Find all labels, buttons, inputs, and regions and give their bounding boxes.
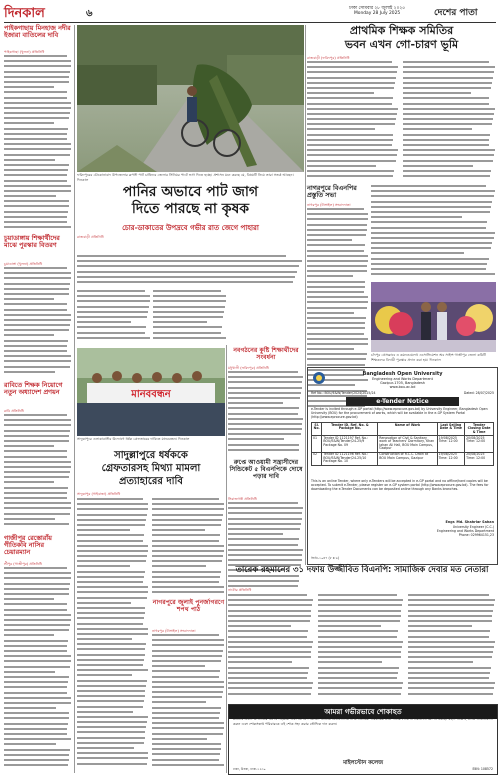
cell: Tender ID 1121196 Ref. No.: BOU/E&W/Tender/24-25/10 Package No. 10 <box>322 452 378 465</box>
text-line <box>371 273 496 278</box>
text-line <box>4 226 72 231</box>
story-body <box>228 594 314 702</box>
university-name: Bangladesh Open University <box>362 371 443 377</box>
byline: মধুখালী (ফরিদপুর) প্রতিনিধি <box>228 366 269 370</box>
story-body <box>4 414 72 532</box>
teacher-association-story <box>307 25 496 185</box>
table-row <box>312 435 494 452</box>
obituary-ref: EIIN: 108572 <box>472 767 493 771</box>
cell: 20/08/2025 Time: 12:00 <box>465 452 494 465</box>
text-line <box>153 337 227 342</box>
story-body <box>152 498 225 598</box>
byline: চুয়াডাঙ্গা (খুলনা) প্রতিনিধি <box>4 262 43 266</box>
photo-caption: চাঁদপুর প্রেসক্লাবে ও কমনওয়েলথ এসোসিয়েশন অব সাইন্স গাজীপুর জেলা কমিটি শিক্ষকদের বিদায়ী পুরস্কার প্রদান করা হয়। দিনকাল <box>371 353 486 362</box>
story-title: রুপ্তে আওয়ামী সন্ত্রাসীদের সিন্ডিকেট ৫ বিএনপিকে দোষে পড়ার দাবি <box>229 459 303 480</box>
col-header: Tender ID, Ref. No. & Package No. <box>322 423 378 436</box>
story-title: নাগরপুরে বিএনপির প্রস্তুতি সভা <box>307 184 357 200</box>
text-line <box>77 281 304 286</box>
col-header: Sl. No. <box>312 423 322 436</box>
website: www.bou.ac.bd <box>389 385 416 389</box>
award-photo-image <box>371 282 496 352</box>
dfp-code: জিডি-১০৪৭ (৮ x ৬) <box>311 556 340 560</box>
left-column <box>4 25 72 773</box>
story-title: চুয়াডাঙ্গায় শিক্ষার্থীদের মাঝে পুরস্কার বিতরণ <box>4 234 60 250</box>
headline-line2: গ্রেফতারসহ মিথ্যা মামলা <box>101 463 201 474</box>
story-body <box>152 634 225 773</box>
photo-caption: সাদুল্লাপুরে এলাকাবাসীর উদ্যোগে ধর্ষক গ্রেফতারের দাবিতে মানববন্ধন। দিনকাল <box>77 437 190 441</box>
main-subheadline: চোর-ডাকাতের উপদ্রবে গভীর রাত জেগে পাহারা <box>122 224 259 232</box>
byline: নাগরপুর (টাঙ্গাইল) সংবাদদাতা <box>152 629 196 633</box>
text-line <box>307 175 399 180</box>
story-body <box>228 371 304 456</box>
col-header: Name of Work <box>378 423 437 436</box>
story-body <box>77 498 149 773</box>
signer-name: Engr. Md. Shahriar Sahan <box>445 520 494 524</box>
cell: 19/08/2025 Time: 12:00 <box>437 435 465 452</box>
obituary-body: মাননীয় প্রধান উপদেষ্টার বিশেষ সহকারী এবং বিশিষ্ট শিক্ষাবিদ জাতীয় বিশ্ববিদ্যালয় ও উপাচার্যের পরিবারের প্রতি গভীর শোক ও সমবেদনা জ্ঞাপন করছি। মহান আল্লাহ তাঁকে জান্নাতবাসী করুন এবং শোকসন্তপ্ত পরিবারকে এই শোক সহ্য করার তৌফিক দান করুন। <box>233 717 493 726</box>
main-story-body <box>153 290 227 345</box>
headline-line3: প্রত্যাহারের দাবি <box>118 476 183 487</box>
section-title: দেশের পাতা <box>434 8 478 18</box>
headline-line1: সাদুল্লাপুরে ধর্ষককে <box>114 450 188 461</box>
obituary-signer-detail: ঢাকা, উত্তরা, ঢাকা-১২৩০ <box>233 767 266 771</box>
story-title: রাবিতে শিক্ষক নিয়োগে নতুন অধ্যাদেশ প্রণয়ন <box>4 381 63 397</box>
text-line <box>4 523 72 528</box>
signer-title: University Engineer (C.C.) <box>452 525 494 529</box>
byline: সাদুল্লাপুর (গাইবান্ধা) প্রতিনিধি <box>77 492 121 496</box>
cell: Tender ID 1121197 Ref. No.: BOU/E&W/Tender/24-25/9 Package No. 09 <box>322 435 378 452</box>
date-bangla: ঢাকা সোমবার ২৮ জুলাই ২০২৫ <box>349 6 406 11</box>
main-headline-line2: দিতে পারছে না কৃষক <box>131 201 250 217</box>
byline: পাইকগাছা (খুলনা) প্রতিনিধি <box>4 50 45 54</box>
main-story <box>77 185 304 245</box>
newspaper-logo: দিনকাল <box>4 6 45 21</box>
story-body <box>4 267 72 379</box>
award-photo <box>371 282 496 352</box>
text-line <box>318 693 404 698</box>
story-body <box>4 567 72 772</box>
story-body <box>318 594 404 702</box>
cell: 20/08/2025 Time: 12:00 <box>465 435 494 452</box>
byline: সিরাজগঞ্জ প্রতিনিধি <box>228 497 257 501</box>
tender-heading: e-Tender Notice <box>346 397 459 406</box>
tarek-story <box>228 565 496 593</box>
jute-photo <box>77 25 304 172</box>
story-title: নাগরপুরে জুলাই পুনর্জাগরণে শপথ পাঠ <box>152 599 225 613</box>
table-row <box>312 452 494 465</box>
sadullapur-story <box>77 450 225 500</box>
story-title: গাজীপুর রেস্তোরাঁয় গীতিকবি নাসির চেয়ারম্যান <box>4 534 52 557</box>
madhukhali-story <box>228 348 304 458</box>
tender-intro: e-Tender is invited through e-GP portal (http://www.eprocure.gov.bd) by University Engineer, Bangladesh Open University (BOU) for the procurement of works, which will be available in the e-GP System Portal (http://www.eprocure.gov.bd) <box>311 407 488 419</box>
tender-notice <box>307 367 498 565</box>
obituary-ad <box>228 704 498 775</box>
date-english: Monday 28 July 2025 <box>354 11 401 16</box>
tender-footer-note: This is an online Tender, where only e-Tenders will be accepted in e-GP portal and no offline/hard copies will be accepted. To submit e-Tender, please register on e-GP system portal (http://www.eprocure.gov.bd). The fees for downloading the e-Tender Documents can be deposited online through any Banks branches. <box>311 479 489 491</box>
address: Gazipur-1705, Bangladesh <box>380 381 425 385</box>
col-header: Tender Closing Date & Time <box>465 423 494 436</box>
masthead <box>4 4 496 22</box>
headline-line1: প্রাথমিক শিক্ষক সমিতির <box>349 24 454 37</box>
text-line <box>4 371 72 376</box>
byline: শ্রীপুর (গাজীপুর) প্রতিনিধি <box>4 562 42 566</box>
story-title: নবগঠনের কুষ্টি শিক্ষার্থীদের সংবর্ধনা <box>233 347 299 361</box>
byline: রাজবাড়ী (ফরিদপুর) প্রতিনিধি <box>307 56 350 60</box>
photo-caption: ফরিদপুরের চৌকোনাবাদ উপজেলার রূপসী পাট চাষিদের জেলার সিনিয়র পাটে ভাগ দিতে হচ্ছে। প্রশাসন মনে করছে যে, বিষয়টি নিয়ে তারা সতর্ক আছেন। দিনকাল <box>77 173 294 182</box>
reference-date: Dated: 28/07/2025 <box>463 391 494 395</box>
text-line <box>228 449 304 454</box>
story-title: তারেক রহমানের ৩১ দফায় উজ্জীবিত বিএনপি: সামাজিক দেবার মত নেতারা <box>235 564 489 574</box>
byline: রাবি প্রতিনিধি <box>4 409 24 413</box>
signer-phone: Phone: 029964151,23 <box>458 533 494 537</box>
obituary-signer: মাইলস্টোন কলেজ <box>343 760 383 766</box>
main-story-body <box>77 290 151 345</box>
story-body <box>307 61 399 183</box>
pledge-story <box>152 600 225 773</box>
cell: Construction of R.C.C. Drain at BOU Main Campus, Gazipur <box>378 452 437 465</box>
signer-office: Engineering and Works Department <box>436 529 494 533</box>
human-chain-image <box>77 348 225 436</box>
text-line <box>77 337 151 342</box>
human-chain-photo <box>77 348 225 436</box>
headline-line2: ভবন এখন গো-চারণ ভূমি <box>344 38 459 51</box>
cell: Renovation of Civil & Sanitary work of Teachers' Dormitory, Khan Jahan Ali Hall, BOU Main Campus, Gazipur <box>378 435 437 452</box>
jute-photo-image <box>77 25 304 172</box>
banner-text: মানববন্ধন <box>131 389 171 400</box>
byline: নাগরপুর (টাঙ্গাইল) সংবাদদাতা <box>307 203 351 207</box>
text-line <box>408 693 496 698</box>
cell: 19/08/2025 Time: 12:00 <box>437 452 465 465</box>
text-line <box>152 764 225 769</box>
text-line <box>403 175 496 180</box>
byline: নাটোর প্রতিনিধি <box>228 588 252 592</box>
text-line <box>152 591 225 596</box>
story-body <box>4 55 72 233</box>
text-line <box>4 764 72 769</box>
cell: 01 <box>312 435 322 452</box>
department: Engineering and Works Department <box>372 377 433 381</box>
main-headline-line1: পানির অভাবে পাট জাগ <box>122 184 259 200</box>
syndicate-story <box>228 460 304 560</box>
tender-table <box>311 422 494 466</box>
story-body <box>371 185 496 280</box>
col-header: Last Selling Date & Time <box>437 423 465 436</box>
cell: 02 <box>312 452 322 465</box>
page-number: ৬ <box>86 8 93 19</box>
story-body <box>403 61 496 183</box>
obituary-title: আমরা গভীরভাবে শোকাহত <box>229 705 497 719</box>
main-story-body <box>77 255 304 287</box>
text-line <box>77 763 149 768</box>
text-line <box>228 693 314 698</box>
reference-no: Ref No.: BOU/E&W/Tender/2024/2025/24 <box>311 391 376 395</box>
byline: রাজবাড়ী প্রতিনিধি <box>77 235 104 239</box>
story-title: পাইকগাছায় মিনহাজ নদীর ইজারা বাতিলের দাবি <box>4 24 71 40</box>
story-body <box>408 594 496 702</box>
